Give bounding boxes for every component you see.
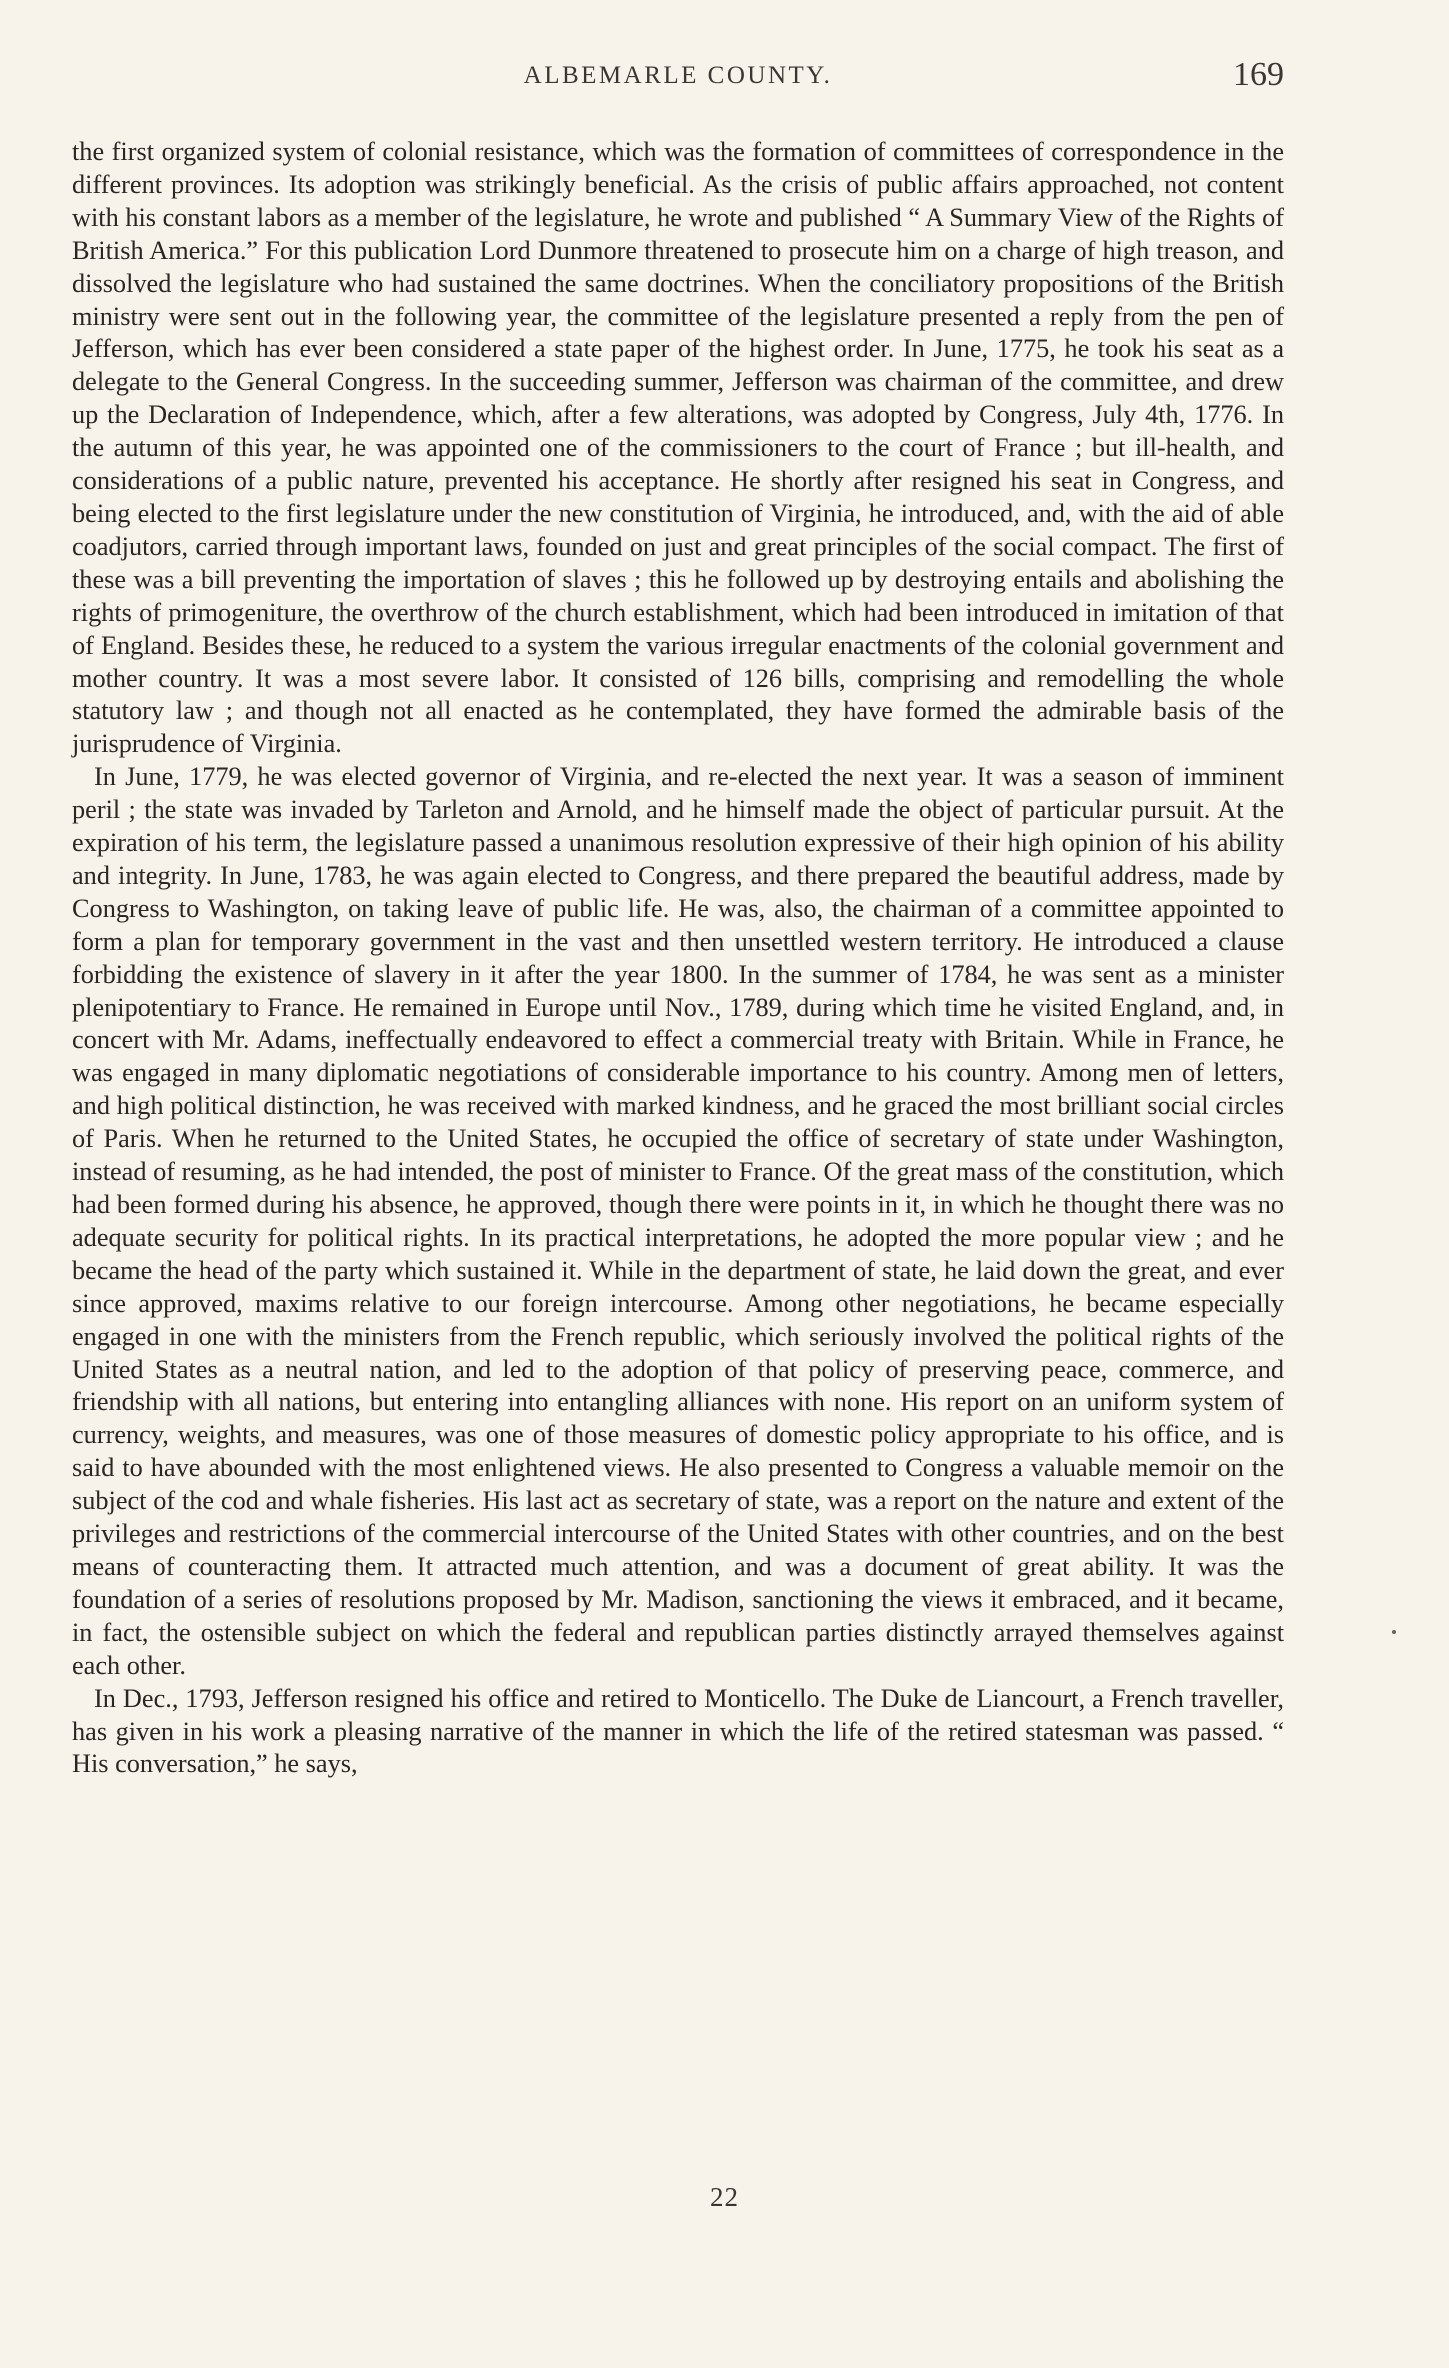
ink-speck [1392, 1630, 1396, 1634]
paragraph-2: In June, 1779, he was elected governor of Virginia, and re-elected the next year. It was a season of imminent peril ; the state was invaded by Tarleton and Arnold, and he himself made the object of particular pursuit. At the expiration of his term, the legislature passed a unanimous resolution expressive of their high opinion of his ability and integrity. In June, 1783, he was again elected to Congress, and there prepared the beautiful address, made by Congress to Washington, on taking leave of public life. He was, also, the chairman of a committee appointed to form a plan for temporary government in the vast and then unsettled western territory. He introduced a clause forbidding the existence of slavery in it after the year 1800. In the summer of 1784, he was sent as a minister plenipotentiary to France. He remained in Europe until Nov., 1789, during which time he visited England, and, in concert with Mr. Adams, ineffectually endeavored to effect a commercial treaty with Britain. While in France, he was engaged in many diplomatic negotiations of considerable importance to his country. Among men of letters, and high political distinction, he was received with marked kindness, and he graced the most brilliant social circles of Paris. When he returned to the United States, he occupied the office of secretary of state under Washington, instead of resuming, as he had intended, the post of minister to France. Of the great mass of the constitution, which had been formed during his absence, he approved, though there were points in it, in which he thought there was no adequate security for political rights. In its practical interpretations, he adopted the more popular view ; and he became the head of the party which sustained it. While in the department of state, he laid down the great, and ever since approved, maxims relative to our foreign intercourse. Among other negotiations, he became especially engaged in one with the ministers from the French republic, which seriously involved the political rights of the United States as a neutral nation, and led to the adoption of that policy of preserving peace, commerce, and friendship with all nations, but entering into entangling alliances with none. His report on an uniform system of currency, weights, and measures, was one of those measures of domestic policy appropriate to his office, and is said to have abounded with the most enlightened views. He also presented to Congress a valuable memoir on the subject of the cod and whale fisheries. His last act as secretary of state, was a report on the nature and extent of the privileges and restrictions of the commercial intercourse of the United States with other countries, and on the best means of counteracting them. It attracted much attention, and was a document of great ability. It was the foundation of a series of resolutions proposed by Mr. Madison, sanctioning the views it embraced, and it became, in fact, the ostensible subject on which the federal and republican parties distinctly arrayed themselves against each other. [72, 762, 1284, 1680]
signature-mark: 22 [710, 2182, 739, 2212]
paragraph-3: In Dec., 1793, Jefferson resigned his office and retired to Monticello. The Duke de Liancourt, a French traveller, has given in his work a pleasing narrative of the manner in which the life of the retired statesman was passed. “ His conversation,” he says, [72, 1683, 1284, 1779]
running-title: ALBEMARLE COUNTY. [523, 62, 833, 89]
paragraph-1: the first organized system of colonial resistance, which was the formation of committees of correspondence in the different provinces. Its adoption was strikingly beneficial. As the crisis of public affairs approached, not content with his constant labors as a member of the legislature, he wrote and published “ A Summary View of the Rights of British America.” For this publication Lord Dunmore threatened to prosecute him on a charge of high treason, and dissolved the legislature who had sustained the same doctrines. When the conciliatory propositions of the British ministry were sent out in the following year, the committee of the legislature presented a reply from the pen of Jefferson, which has ever been considered a state paper of the highest order. In June, 1775, he took his seat as a delegate to the General Congress. In the succeeding summer, Jefferson was chairman of the committee, and drew up the Declaration of Independence, which, after a few alterations, was adopted by Congress, July 4th, 1776. In the autumn of this year, he was appointed one of the commissioners to the court of France ; but ill-health, and considerations of a public nature, prevented his acceptance. He shortly after resigned his seat in Congress, and being elected to the first legislature under the new constitution of Virginia, he introduced, and, with the aid of able coadjutors, carried through important laws, founded on just and great principles of the social compact. The first of these was a bill preventing the importation of slaves ; this he followed up by destroying entails and abolishing the rights of primogeniture, the overthrow of the church establishment, which had been introduced in imitation of that of England. Besides these, he reduced to a system the various irregular enactments of the colonial government and mother country. It was a most severe labor. It consisted of 126 bills, comprising and remodelling the whole statutory law ; and though not all enacted as he contemplated, they have formed the admirable basis of the jurisprudence of Virginia. [72, 137, 1284, 759]
running-head [72, 56, 1284, 102]
body-text [72, 136, 1284, 1781]
page-number: 169 [1233, 56, 1284, 93]
